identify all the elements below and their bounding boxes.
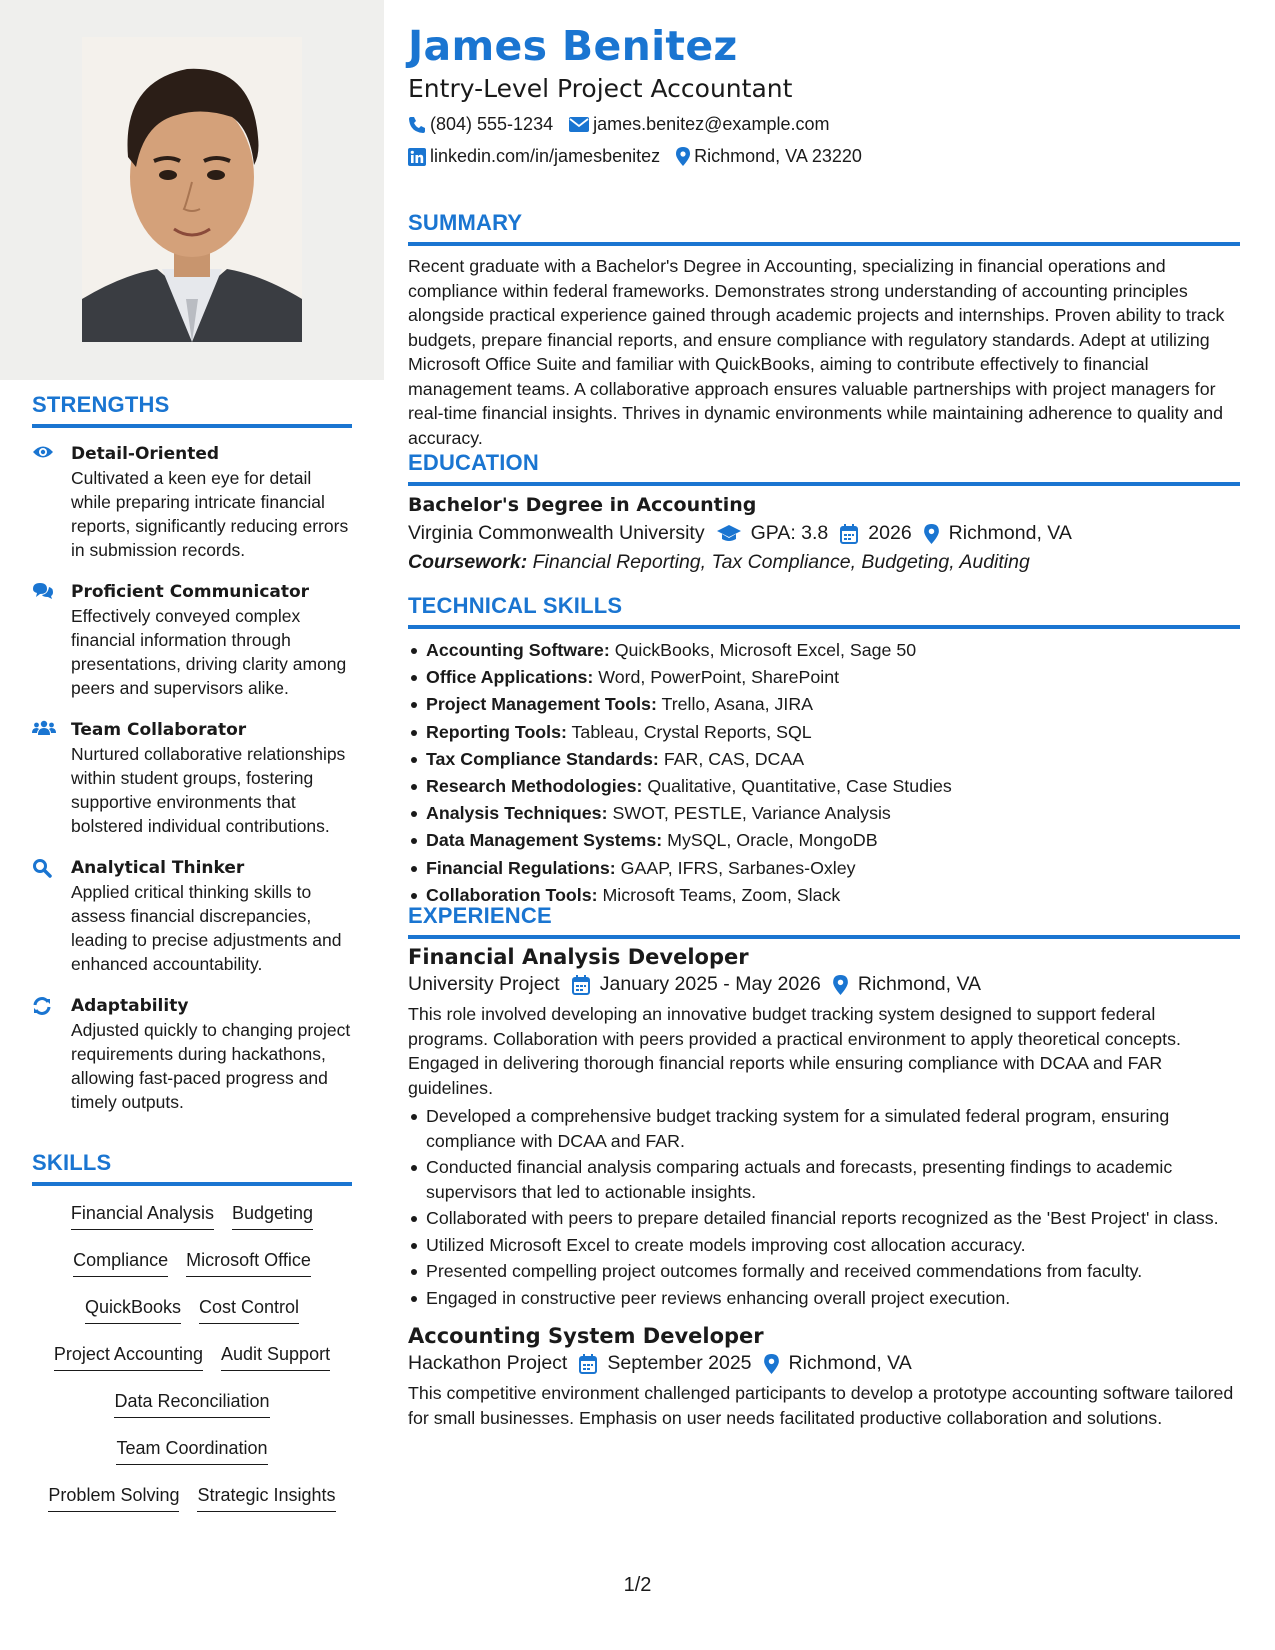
skill-values: SWOT, PESTLE, Variance Analysis [612,803,891,824]
skill-category: Project Management Tools: [426,694,657,715]
strength-item [32,442,352,562]
education-meta [408,522,1240,545]
strength-item [32,856,352,976]
linkedin-contact[interactable] [408,146,660,167]
list-item [408,800,1240,827]
strengths-title: STRENGTHS [32,392,170,417]
list-item [408,746,1240,773]
skills-row [32,1249,352,1277]
section-divider [32,1182,352,1186]
skill-values: Word, PowerPoint, SharePoint [598,667,840,688]
strength-description: Cultivated a keen eye for detail while preparing intricate financial reports, significantly reducing errors in submission records. [71,468,349,560]
school-name: Virginia Commonwealth University [408,522,705,544]
skill-values: Trello, Asana, JIRA [661,694,814,715]
calendar-icon [572,975,590,995]
calendar-icon [840,524,858,544]
coursework [408,551,1240,574]
strength-title: Detail-Oriented [71,444,220,464]
job-entry [408,945,1240,1310]
candidate-role: Entry-Level Project Accountant [408,74,793,103]
skill-tag: Data Reconciliation [114,1390,269,1418]
skills-list [32,1202,352,1512]
skills-row [32,1202,352,1230]
section-divider [408,625,1240,629]
map-pin-icon [833,975,848,995]
job-meta [408,1352,1240,1375]
sync-icon [32,996,56,1016]
skill-category: Data Management Systems: [426,830,663,851]
coursework-list: Financial Reporting, Tax Compliance, Budgeting, Auditing [532,551,1030,573]
email-contact[interactable] [569,114,829,135]
technical-skills-list [408,637,1240,909]
skill-tag: Compliance [73,1249,168,1277]
strength-description: Effectively conveyed complex financial information through presentations, driving clarity among peers and supervisors alike. [71,606,347,698]
job-location: Richmond, VA [857,973,982,995]
skill-tag: Microsoft Office [186,1249,311,1277]
strength-description: Nurtured collaborative relationships within student groups, fostering supportive environments that bolstered individual contributions. [71,744,346,836]
skill-values: Qualitative, Quantitative, Case Studies [647,776,952,797]
phone-contact[interactable] [408,114,553,135]
education-title: EDUCATION [408,450,539,475]
strength-item [32,994,352,1114]
education-section [408,450,1240,574]
comments-icon [32,582,56,602]
strength-title: Team Collaborator [71,720,247,740]
degree-title: Bachelor's Degree in Accounting [408,494,757,516]
list-item: Developed a comprehensive budget tracking system for a simulated federal program, ensuring compliance with DCAA and FAR. [408,1104,1240,1153]
envelope-icon [569,117,589,132]
list-item: Engaged in constructive peer reviews enhancing overall project execution. [408,1286,1240,1311]
list-item [408,855,1240,882]
skills-row [32,1296,352,1324]
skills-row [32,1484,352,1512]
list-item: Conducted financial analysis comparing actuals and forecasts, presenting findings to academic supervisors that led to actionable insights. [408,1155,1240,1204]
education-location: Richmond, VA [948,522,1072,544]
list-item: Utilized Microsoft Excel to create models improving cost allocation accuracy. [408,1233,1240,1258]
coursework-label: Coursework: [408,551,528,573]
photo-area [0,0,384,380]
graduation-year: 2026 [868,522,912,544]
skill-values: MySQL, Oracle, MongoDB [667,830,878,851]
strength-description: Adjusted quickly to changing project requirements during hackathons, allowing fast-paced progress and timely outputs. [71,1020,351,1112]
job-description: This role involved developing an innovative budget tracking system designed to support federal programs. Collaboration with peers provided a practical environment to apply theoretical concepts. Engaged in delivering thorough financial reports while ensuring compliance with DCAA and FAR guidelines. [408,1004,1181,1098]
summary-text: Recent graduate with a Bachelor's Degree in Accounting, specializing in financial operations and compliance within federal frameworks. Demonstrates strong understanding of accounting principles alongside practical experience gained through academic projects and internships. Proven ability to track budgets, prepare financial reports, and ensure compliance with regulatory standards. Adept at utilizing Microsoft Office Suite and familiar with QuickBooks, aiming to contribute effectively to financial management teams. A collaborative approach ensures valuable partnerships with project managers for real-time financial insights. Thrives in dynamic environments while maintaining adherence to quality and accuracy. [408,256,1225,448]
skills-section [32,1150,352,1531]
skill-values: FAR, CAS, DCAA [663,748,805,769]
users-icon [32,720,56,740]
skill-category: Analysis Techniques: [426,803,608,824]
skill-tag: Strategic Insights [197,1484,335,1512]
graduation-cap-icon [717,525,741,543]
list-item [408,664,1240,691]
map-pin-icon [764,1354,779,1374]
skill-category: Accounting Software: [426,640,610,660]
skill-values: Microsoft Teams, Zoom, Slack [602,884,841,905]
job-title: Accounting System Developer [408,1324,764,1348]
experience-title: EXPERIENCE [408,903,552,928]
strength-title: Analytical Thinker [71,858,245,878]
job-organization: University Project [408,973,560,995]
linkedin-url: linkedin.com/in/jamesbenitez [430,146,661,166]
location-contact [676,146,862,167]
left-sidebar [0,0,384,1650]
section-divider [408,242,1240,246]
skills-title: SKILLS [32,1150,112,1175]
skill-tag: Budgeting [232,1202,313,1230]
strengths-section [32,392,352,1114]
list-item: Presented compelling project outcomes formally and received commendations from faculty. [408,1259,1240,1284]
job-entry [408,1324,1240,1430]
contact-row [408,114,845,135]
job-meta [408,973,1240,996]
profile-photo [82,37,302,342]
strength-title: Adaptability [71,996,189,1016]
section-divider [408,935,1240,939]
job-location: Richmond, VA [788,1352,912,1374]
technical-skills-title: TECHNICAL SKILLS [408,593,623,618]
list-item [408,637,1240,664]
strength-item [32,718,352,838]
skill-category: Office Applications: [426,667,594,688]
skill-values: GAAP, IFRS, Sarbanes-Oxley [620,857,856,878]
skill-category: Financial Regulations: [426,857,616,878]
gpa-value: GPA: 3.8 [750,522,829,544]
skill-tag: QuickBooks [85,1296,181,1324]
strength-title: Proficient Communicator [71,582,310,602]
skill-tag: Audit Support [221,1343,330,1371]
list-item [408,773,1240,800]
search-icon [32,858,56,878]
skills-row [32,1343,352,1371]
experience-section [408,903,1240,1430]
job-title: Financial Analysis Developer [408,945,749,969]
phone-icon [408,116,426,134]
skill-category: Tax Compliance Standards: [426,748,659,769]
skill-values: Tableau, Crystal Reports, SQL [571,721,812,742]
skill-tag: Problem Solving [48,1484,179,1512]
skill-tag: Financial Analysis [71,1202,214,1230]
candidate-name: James Benitez [408,22,738,70]
calendar-icon [579,1354,597,1374]
linkedin-icon [408,148,426,166]
contact-row [408,146,878,167]
job-dates: September 2025 [607,1352,752,1374]
list-item [408,719,1240,746]
skill-category: Reporting Tools: [426,721,567,742]
section-divider [408,482,1240,486]
page-number: 1/2 [623,1574,652,1596]
strength-description: Applied critical thinking skills to assess financial discrepancies, leading to precise adjustments and enhanced accountability. [71,882,342,974]
summary-title: SUMMARY [408,210,523,235]
phone-number: (804) 555-1234 [430,114,554,134]
map-pin-icon [924,524,939,544]
list-item [408,691,1240,718]
job-organization: Hackathon Project [408,1352,568,1374]
skill-tag: Team Coordination [116,1437,267,1465]
location-text: Richmond, VA 23220 [694,146,862,166]
list-item: Collaborated with peers to prepare detailed financial reports recognized as the 'Best Project' in class. [408,1206,1240,1231]
skill-values: QuickBooks, Microsoft Excel, Sage 50 [614,640,917,660]
skill-tag: Project Accounting [54,1343,203,1371]
skill-tag: Cost Control [199,1296,299,1324]
job-achievements [408,1104,1240,1310]
skill-category: Collaboration Tools: [426,884,598,905]
skills-row [32,1437,352,1465]
email-address: james.benitez@example.com [593,114,830,134]
eye-icon [32,444,56,464]
map-pin-icon [676,147,690,166]
strength-item [32,580,352,700]
job-description: This competitive environment challenged participants to develop a prototype accounting software tailored for small businesses. Emphasis on user needs facilitated productive collaboration and solutions. [408,1383,1234,1428]
summary-section [408,210,1240,450]
skills-row [32,1390,352,1418]
section-divider [32,424,352,428]
list-item [408,827,1240,854]
job-dates: January 2025 - May 2026 [599,973,821,995]
technical-skills-section [408,593,1240,909]
skill-category: Research Methodologies: [426,776,643,797]
